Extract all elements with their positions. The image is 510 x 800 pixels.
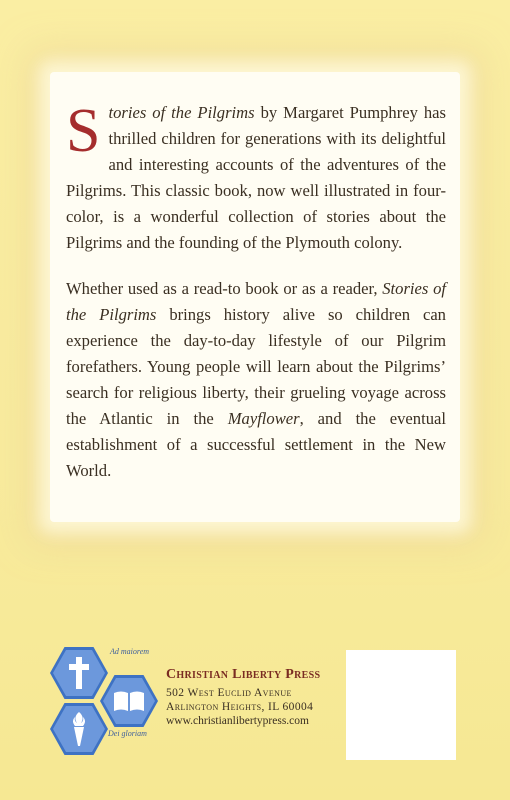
paragraph-2-text-middle: brings history alive so children can experience the day-to-day lifestyle of our Pilgrim forefathers. Young people will learn about the Pilgrims’ search for religious liberty, their grueling voyage across the Atlantic in the	[66, 305, 446, 428]
paragraph-1-text: by Margaret Pumphrey has thrilled children for generations with its delightful and interesting accounts of the adventures of the Pilgrims. This classic book, now well illustrated in four-color, is a wonderful collection of stories about the Pilgrims and the founding of the Plymouth colony.	[66, 103, 447, 252]
book-title: tories of the Pilgrims	[108, 103, 255, 122]
ship-name: Mayflower	[227, 409, 300, 428]
cross-icon	[67, 656, 91, 690]
motto-bottom: Dei gloriam	[108, 729, 147, 738]
motto-top: Ad maiorem	[110, 647, 150, 656]
description-paragraph-2	[66, 276, 446, 484]
book-title-inline: Stories of the Pilgrims	[66, 279, 446, 324]
publisher-address-line-2: Arlington Heights, IL 60004	[166, 701, 314, 713]
book-hexagon	[100, 675, 158, 727]
torch-hexagon	[50, 703, 108, 755]
description-text	[66, 97, 447, 504]
paragraph-2-text-before: Whether used as a read-to book or as a reader,	[66, 279, 383, 298]
description-paragraph-1	[66, 97, 447, 256]
cross-hexagon	[50, 647, 108, 699]
book-icon	[112, 689, 146, 713]
dropcap-letter: S	[66, 97, 101, 165]
publisher-address-line-1: 502 West Euclid Avenue	[166, 687, 292, 699]
publisher-url[interactable]: www.christianlibertypress.com	[166, 715, 309, 727]
paragraph-2-text-after: , and the eventual establishment of a successful settlement in the New World.	[66, 409, 446, 480]
torch-icon	[69, 711, 89, 747]
barcode-box	[346, 650, 456, 760]
publisher-name: Christian Liberty Press	[166, 667, 321, 682]
publisher-block	[48, 645, 348, 760]
